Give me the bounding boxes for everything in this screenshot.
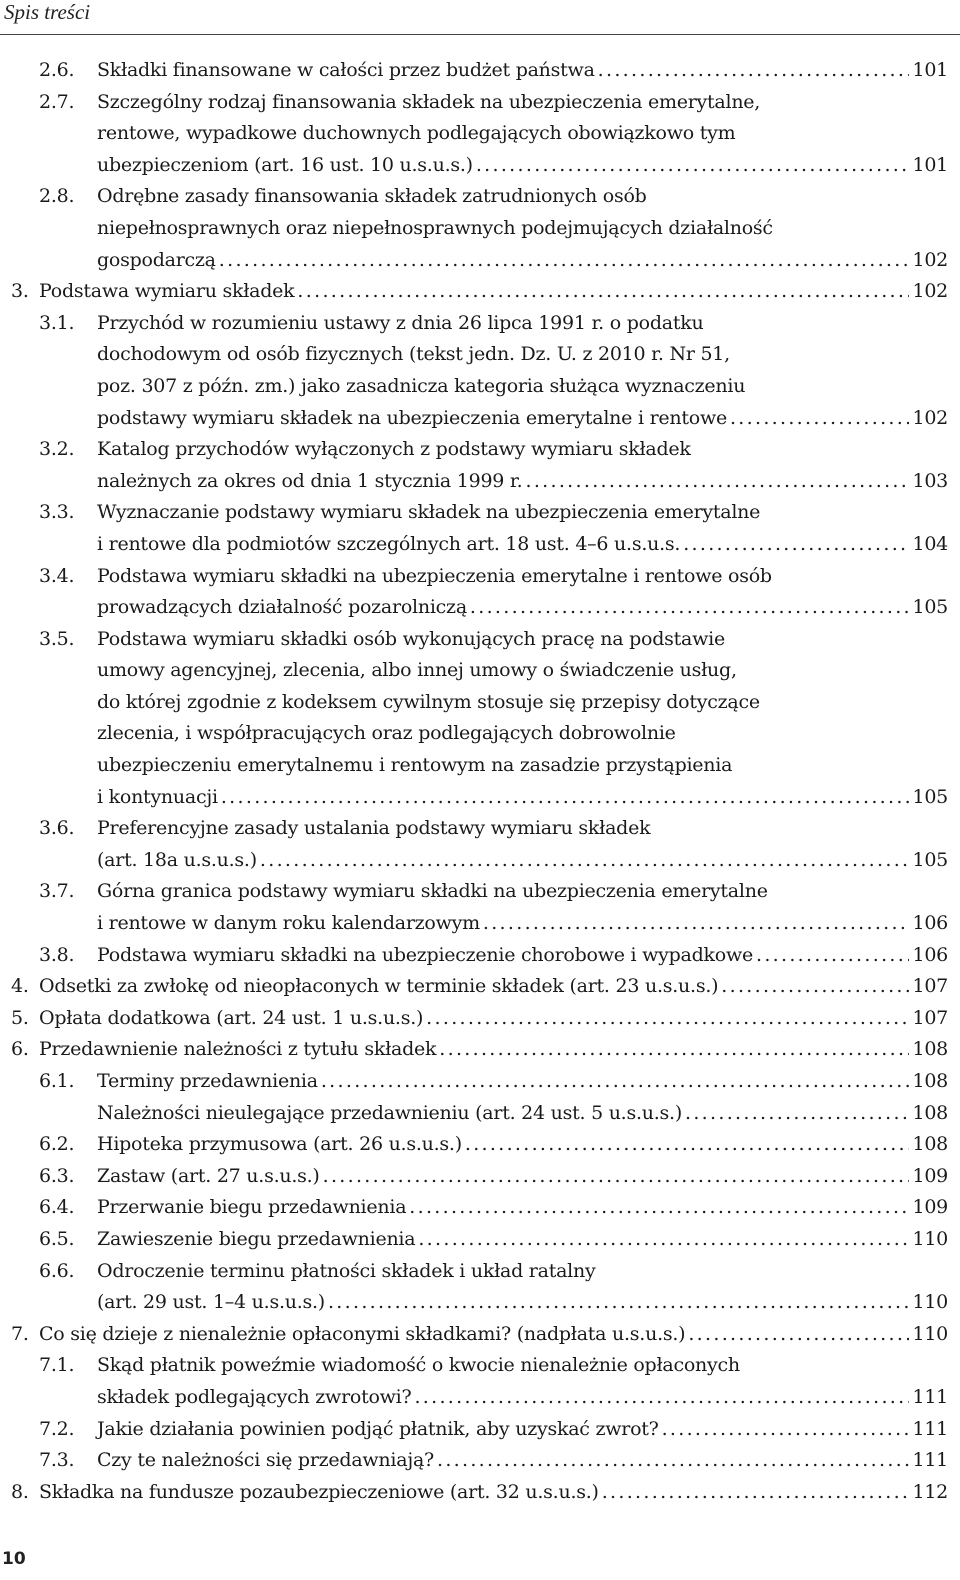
toc-entry-page-number: 103 <box>912 469 948 492</box>
toc-entry[interactable] <box>0 55 948 87</box>
toc-entry-title-line: Szczególny rodzaj finansowania składek na ubezpieczenia emerytalne, <box>97 90 761 113</box>
toc-entry-number: 7.2. <box>39 1417 75 1440</box>
toc-entry-number: 2.8. <box>39 185 75 208</box>
toc-entry[interactable] <box>0 87 948 182</box>
toc-entry-page-number: 105 <box>912 596 948 619</box>
toc-entry-title-line: do której zgodnie z kodeksem cywilnym stosuje się przepisy dotyczące <box>97 690 760 713</box>
toc-entry[interactable] <box>0 1445 948 1477</box>
toc-entry-number: 3.2. <box>39 438 75 461</box>
toc-entry[interactable] <box>0 813 948 876</box>
toc-entry-page-number: 105 <box>912 785 948 808</box>
toc-entry[interactable] <box>0 1350 948 1413</box>
header-rule <box>0 34 960 35</box>
toc-entry-number: 6.2. <box>39 1133 75 1156</box>
dot-leader <box>483 908 910 940</box>
toc-entry-number: 3.7. <box>39 880 75 903</box>
toc-entry-title-line: Odsetki za zwłokę od nieopłaconych w terminie składek (art. 23 u.s.u.s.) <box>39 975 719 998</box>
toc-entry-title-line: Hipoteka przymusowa (art. 26 u.s.u.s.) <box>97 1133 462 1156</box>
toc-entry-page-number: 110 <box>912 1291 948 1314</box>
toc-entry[interactable] <box>0 1003 948 1035</box>
toc-entry-number: 3. <box>11 280 29 303</box>
toc-entry[interactable] <box>0 1256 948 1319</box>
toc-entry-number: 3.4. <box>39 564 75 587</box>
toc-entry-title-line: Katalog przychodów wyłączonych z podstawy wymiaru składek <box>97 438 691 461</box>
toc-entry-title-line: Składka na fundusze pozaubezpieczeniowe (art. 32 u.s.u.s.) <box>39 1480 599 1503</box>
toc-entry-title-line: Podstawa wymiaru składki osób wykonujących pracę na podstawie <box>97 627 725 650</box>
toc-entry-page-number: 111 <box>912 1385 948 1408</box>
toc-entry-title-line: prowadzących działalność pozarolniczą <box>97 596 467 619</box>
toc-entry-page-number: 110 <box>912 1227 948 1250</box>
toc-entry[interactable] <box>0 971 948 1003</box>
toc-entry-title-line: Jakie działania powinien podjąć płatnik, aby uzyskać zwrot? <box>97 1417 659 1440</box>
toc-entry-title-line: (art. 29 ust. 1–4 u.s.u.s.) <box>97 1291 325 1314</box>
toc-entry-number: 3.8. <box>39 943 75 966</box>
dot-leader <box>470 592 910 624</box>
toc-entry-number: 7.1. <box>39 1354 75 1377</box>
toc-entry-title-line: Odrębne zasady finansowania składek zatrudnionych osób <box>97 185 647 208</box>
toc-entry-title-line: umowy agencyjnej, zlecenia, albo innej umowy o świadczenie usług, <box>97 659 737 682</box>
toc-entry-number: 3.5. <box>39 627 75 650</box>
toc-entry-number: 7.3. <box>39 1449 75 1472</box>
toc-entry-number: 2.6. <box>39 59 75 81</box>
page-number: 10 <box>2 1549 26 1569</box>
toc-entry-number: 6.5. <box>39 1227 75 1250</box>
toc-entry[interactable] <box>0 1098 948 1130</box>
toc-entry-page-number: 109 <box>912 1164 948 1187</box>
toc-entry-title-line: gospodarczą <box>97 248 216 271</box>
toc-entry-page-number: 109 <box>912 1196 948 1219</box>
toc-entry-title-line: poz. 307 z późn. zm.) jako zasadnicza kategoria służąca wyznaczeniu <box>97 374 746 397</box>
toc-entry-page-number: 101 <box>912 153 948 176</box>
toc-entry-title-line: i rentowe dla podmiotów szczególnych art. 18 ust. 4–6 u.s.u.s. <box>97 532 681 555</box>
toc-entry[interactable] <box>0 434 948 497</box>
toc-entry-title-line: i rentowe w danym roku kalendarzowym <box>97 912 480 935</box>
toc-entry[interactable] <box>0 1414 948 1446</box>
toc-entry-title-line: Górna granica podstawy wymiaru składki na ubezpieczenia emerytalne <box>97 880 768 903</box>
toc-entry[interactable] <box>0 940 948 972</box>
toc-entry-title-line: Skąd płatnik poweźmie wiadomość o kwocie nienależnie opłaconych <box>97 1354 740 1377</box>
toc-entry-title-line: ubezpieczeniom (art. 16 ust. 10 u.s.u.s.) <box>97 153 473 176</box>
toc-entry-number: 3.6. <box>39 817 75 840</box>
toc-entry-title-line: Wyznaczanie podstawy wymiaru składek na ubezpieczenia emerytalne <box>97 501 761 524</box>
toc-entry[interactable] <box>0 1477 948 1509</box>
toc-entry-title-line: należnych za okres od dnia 1 stycznia 1999 r. <box>97 469 523 492</box>
toc-entry-title-line: dochodowym od osób fizycznych (tekst jedn. Dz. U. z 2010 r. Nr 51, <box>97 343 730 366</box>
toc-entry[interactable] <box>0 181 948 276</box>
toc-entry-number: 3.1. <box>39 311 75 334</box>
toc-entry-page-number: 110 <box>912 1322 948 1345</box>
dot-leader <box>437 1445 910 1477</box>
toc-entry-number: 6. <box>11 1038 29 1061</box>
toc-entry-page-number: 102 <box>912 248 948 271</box>
toc-entry-title-line: i kontynuacji <box>97 785 218 808</box>
toc-entry-number: 4. <box>11 975 29 998</box>
dot-leader <box>426 1003 909 1035</box>
toc-entry-page-number: 107 <box>912 1006 948 1029</box>
toc-entry-title-line: niepełnosprawnych oraz niepełnosprawnych podejmujących działalność <box>97 216 773 239</box>
toc-entry[interactable] <box>0 1224 948 1256</box>
dot-leader <box>688 1319 909 1351</box>
toc-entry[interactable] <box>0 561 948 624</box>
dot-leader <box>260 845 910 877</box>
toc-entry-title-line: Składki finansowane w całości przez budżet państwa <box>97 59 595 81</box>
dot-leader <box>414 1382 909 1414</box>
toc-entry-title-line: Odroczenie terminu płatności składek i układ ratalny <box>97 1259 596 1282</box>
toc-entry-page-number: 105 <box>912 848 948 871</box>
toc-entry-page-number: 108 <box>912 1038 948 1061</box>
toc-entry-title-line: rentowe, wypadkowe duchownych podlegających obowiązkowo tym <box>97 122 736 145</box>
dot-leader <box>721 971 909 1003</box>
toc-entry-page-number: 102 <box>912 280 948 303</box>
toc-entry[interactable] <box>0 1161 948 1193</box>
dot-leader <box>219 245 910 277</box>
toc-entry-title-line: podstawy wymiaru składek na ubezpieczenia emerytalne i rentowe <box>97 406 727 429</box>
dot-leader <box>683 529 909 561</box>
dot-leader <box>525 466 909 498</box>
dot-leader <box>598 55 910 87</box>
toc-entry-title-line: Terminy przedawnienia <box>97 1070 318 1092</box>
dot-leader <box>465 1129 910 1161</box>
toc-entry[interactable] <box>0 1319 948 1351</box>
toc-entry-number: 6.6. <box>39 1259 75 1282</box>
toc-entry-title-line: Podstawa wymiaru składki na ubezpieczenia emerytalne i rentowe osób <box>97 564 772 587</box>
toc-entry-page-number: 106 <box>912 912 948 935</box>
dot-leader <box>323 1161 910 1193</box>
toc-entry-page-number: 101 <box>912 59 948 81</box>
dot-leader <box>297 276 909 308</box>
toc-entry-title-line: zlecenia, i współpracujących oraz podlegających dobrowolnie <box>97 722 676 745</box>
toc-entry-title-line: Przychód w rozumieniu ustawy z dnia 26 lipca 1991 r. o podatku <box>97 311 704 334</box>
toc-entry-number: 5. <box>11 1006 29 1029</box>
toc-entry-page-number: 108 <box>912 1101 948 1124</box>
toc-entry-number: 6.3. <box>39 1164 75 1187</box>
toc-entry-page-number: 102 <box>912 406 948 429</box>
dot-leader <box>685 1098 909 1130</box>
toc-entry-page-number: 104 <box>912 532 948 555</box>
toc-entry[interactable] <box>0 497 948 560</box>
toc-entry-number: 7. <box>11 1322 29 1345</box>
toc-entry[interactable] <box>0 1034 948 1066</box>
toc-entry[interactable] <box>0 308 948 434</box>
dot-leader <box>328 1287 910 1319</box>
toc-entry-number: 6.1. <box>39 1070 75 1092</box>
toc-entry-number: 6.4. <box>39 1196 75 1219</box>
toc-entry-title-line: Podstawa wymiaru składek <box>39 280 295 303</box>
toc-entry-title-line: Zawieszenie biegu przedawnienia <box>97 1227 416 1250</box>
toc-entry-title-line: Opłata dodatkowa (art. 24 ust. 1 u.s.u.s.) <box>39 1006 424 1029</box>
toc-entry-title-line: składek podlegających zwrotowi? <box>97 1385 412 1408</box>
toc-entry-page-number: 106 <box>912 943 948 966</box>
toc-entry-title-line: Przerwanie biegu przedawnienia <box>97 1196 407 1219</box>
dot-leader <box>409 1192 909 1224</box>
toc-entry[interactable] <box>0 876 948 939</box>
toc-entry-page-number: 108 <box>912 1070 948 1092</box>
dot-leader <box>756 940 910 972</box>
toc-entry-number: 8. <box>11 1480 29 1503</box>
toc-entry-page-number: 111 <box>912 1417 948 1440</box>
toc-entry-page-number: 112 <box>912 1480 948 1503</box>
dot-leader <box>602 1477 910 1509</box>
toc-entry-number: 2.7. <box>39 90 75 113</box>
toc-entry[interactable] <box>0 624 948 814</box>
toc-entry-title-line: (art. 18a u.s.u.s.) <box>97 848 257 871</box>
toc-entry-page-number: 111 <box>912 1449 948 1472</box>
toc-entry-title-line: Zastaw (art. 27 u.s.u.s.) <box>97 1164 320 1187</box>
dot-leader <box>730 403 910 435</box>
toc-entry[interactable] <box>0 1066 948 1098</box>
toc-entry-title-line: Co się dzieje z nienależnie opłaconymi składkami? (nadpłata u.s.u.s.) <box>39 1322 686 1345</box>
toc-entry-title-line: Należności nieulegające przedawnieniu (art. 24 ust. 5 u.s.u.s.) <box>97 1101 682 1124</box>
toc-entry-title-line: Podstawa wymiaru składki na ubezpieczenie chorobowe i wypadkowe <box>97 943 753 966</box>
toc-entry-title-line: Preferencyjne zasady ustalania podstawy wymiaru składek <box>97 817 651 840</box>
table-of-contents <box>0 55 948 1508</box>
toc-entry-title-line: Przedawnienie należności z tytułu składek <box>39 1038 437 1061</box>
toc-entry-page-number: 107 <box>912 975 948 998</box>
dot-leader <box>321 1066 910 1098</box>
dot-leader <box>418 1224 909 1256</box>
running-title: Spis treści <box>4 0 91 24</box>
toc-entry[interactable] <box>0 276 948 308</box>
dot-leader <box>439 1034 909 1066</box>
dot-leader <box>476 150 910 182</box>
dot-leader <box>662 1414 910 1446</box>
toc-entry-title-line: ubezpieczeniu emerytalnemu i rentowym na zasadzie przystąpienia <box>97 754 733 777</box>
toc-entry[interactable] <box>0 1129 948 1161</box>
toc-entry-title-line: Czy te należności się przedawniają? <box>97 1449 434 1472</box>
toc-entry[interactable] <box>0 1192 948 1224</box>
dot-leader <box>221 782 910 814</box>
toc-entry-number: 3.3. <box>39 501 75 524</box>
toc-entry-page-number: 108 <box>912 1133 948 1156</box>
